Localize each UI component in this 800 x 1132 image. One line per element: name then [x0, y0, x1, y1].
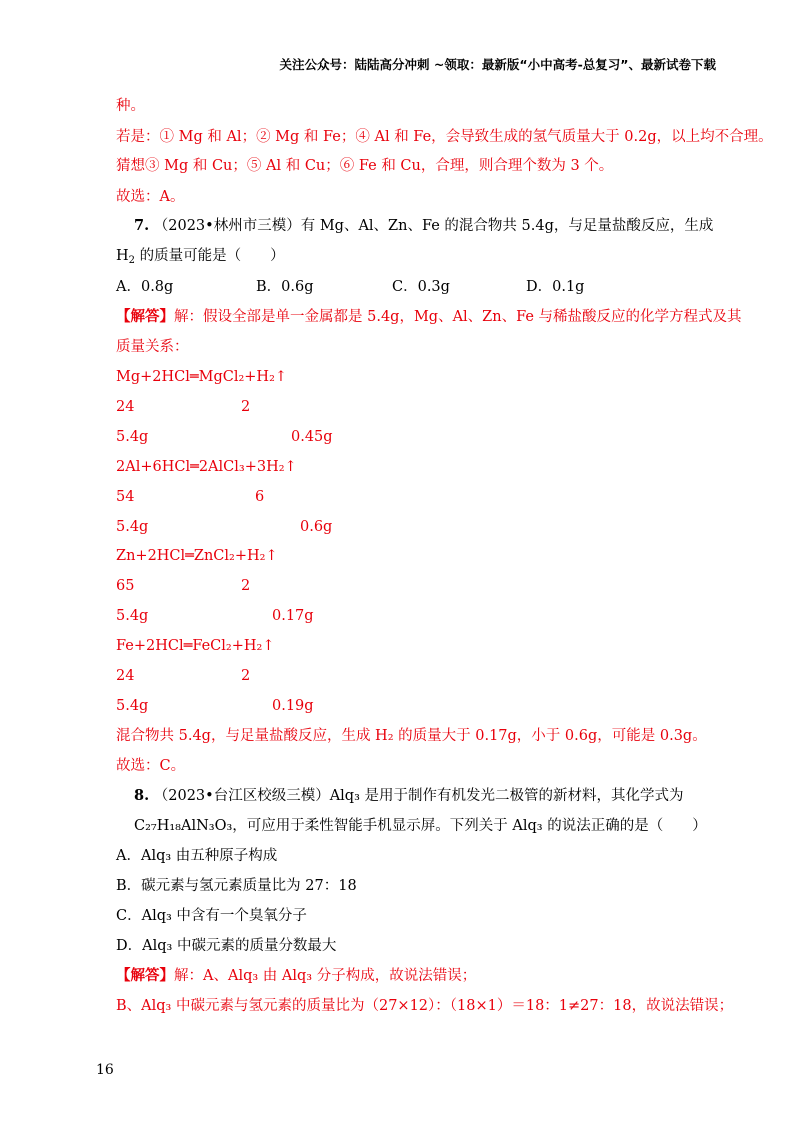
reaction-value-2: 0.19g [272, 698, 314, 714]
question-7-conclusion: 混合物共 5.4g，与足量盐酸反应，生成 H₂ 的质量大于 0.17g，小于 0.6g，可能是 0.3g。 [116, 728, 707, 744]
question-8-answer [116, 966, 476, 986]
page-number: 16 [96, 1062, 114, 1078]
reaction-value-1: 5.4g [116, 608, 149, 624]
answer-text: 解：A、Alq₃ 由 Alq₃ 分子构成，故说法错误； [174, 968, 477, 984]
reaction-ratio [116, 576, 251, 596]
reaction-values [116, 517, 333, 537]
option-d: D．Alq₃ 中碳元素的质量分数最大 [116, 938, 337, 954]
question-7-stem-tail: 的质量可能是（ ） [135, 248, 285, 264]
question-7-choice: 故选：C。 [116, 758, 186, 774]
option-d: D．0.1g [526, 279, 585, 295]
question-8-stem [134, 786, 684, 806]
option-a: A．0.8g [116, 279, 174, 295]
answer-text-line2: B、Alq₃ 中碳元素与氢元素的质量比为（27×12）：（18×1）＝18：1≠27：18，故说法错误； [116, 998, 734, 1014]
prev-answer-choice: 故选：A。 [116, 189, 185, 205]
reaction-mass-2: 2 [241, 578, 251, 594]
page-header: 关注公众号：陆陆高分冲刺 ~领取：最新版“小中高考-总复习”、最新试卷下载 [279, 57, 716, 72]
reaction-values [116, 606, 314, 626]
question-7-stem-text: （2023•林州市三模）有 Mg、Al、Zn、Fe 的混合物共 5.4g，与足量盐酸反应，生成 [153, 218, 714, 234]
reaction-mass-1: 65 [116, 578, 135, 594]
reaction-values [116, 696, 314, 716]
answer-tag: 【解答】 [116, 308, 174, 325]
reaction-mass-1: 24 [116, 399, 135, 415]
reaction-mass-2: 2 [241, 668, 251, 684]
reaction-value-2: 0.17g [272, 608, 314, 624]
answer-text-line2: 质量关系： [116, 339, 189, 355]
reaction-equation: Fe+2HCl═FeCl₂+H₂↑ [116, 638, 275, 654]
question-8-stem-text: （2023•台江区校级三模）Alq₃ 是用于制作有机发光二极管的新材料，其化学式为 [153, 788, 684, 804]
prev-answer-line: 若是：① Mg 和 Al；② Mg 和 Fe；④ Al 和 Fe，会导致生成的氢气质量大于 0.2g，以上均不合理。 [116, 129, 773, 145]
reaction-mass-2: 2 [241, 399, 251, 415]
h2-symbol: H [116, 248, 129, 264]
reaction-mass-1: 54 [116, 489, 135, 505]
option-c: C．Alq₃ 中含有一个臭氧分子 [116, 908, 307, 924]
h2-subscript: 2 [128, 255, 136, 266]
question-7-number: 7. [134, 217, 150, 234]
reaction-equation: Zn+2HCl═ZnCl₂+H₂↑ [116, 548, 278, 564]
option-c: C．0.3g [392, 279, 450, 295]
reaction-equation: 2Al+6HCl═2AlCl₃+3H₂↑ [116, 459, 297, 475]
prev-answer-line: 种。 [116, 98, 145, 114]
reaction-equation: Mg+2HCl═MgCl₂+H₂↑ [116, 369, 288, 385]
question-8-stem-line2: C₂₇H₁₈AlN₃O₃，可应用于柔性智能手机显示屏。下列关于 Alq₃ 的说法正确的是（ ） [134, 818, 707, 834]
prev-answer-line: 猜想③ Mg 和 Cu；⑤ Al 和 Cu；⑥ Fe 和 Cu，合理，则合理个数为 3 个。 [116, 158, 614, 174]
reaction-ratio [116, 487, 265, 507]
option-a: A．Alq₃ 由五种原子构成 [116, 848, 278, 864]
reaction-values [116, 427, 333, 447]
question-8-number: 8. [134, 787, 150, 804]
reaction-ratio [116, 666, 251, 686]
option-b: B．0.6g [256, 279, 314, 295]
reaction-value-1: 5.4g [116, 429, 149, 445]
answer-tag: 【解答】 [116, 967, 174, 984]
reaction-value-1: 5.4g [116, 698, 149, 714]
answer-text: 解：假设全部是单一金属都是 5.4g，Mg、Al、Zn、Fe 与稀盐酸反应的化学方程式及其 [174, 309, 742, 325]
reaction-mass-1: 24 [116, 668, 135, 684]
reaction-value-1: 5.4g [116, 519, 149, 535]
reaction-mass-2: 6 [255, 489, 265, 505]
question-7-stem-line2 [116, 246, 285, 271]
option-b: B．碳元素与氢元素质量比为 27：18 [116, 878, 357, 894]
question-7-answer [116, 307, 742, 327]
reaction-value-2: 0.6g [300, 519, 333, 535]
reaction-value-2: 0.45g [291, 429, 333, 445]
reaction-ratio [116, 397, 251, 417]
question-7-stem [134, 216, 713, 236]
